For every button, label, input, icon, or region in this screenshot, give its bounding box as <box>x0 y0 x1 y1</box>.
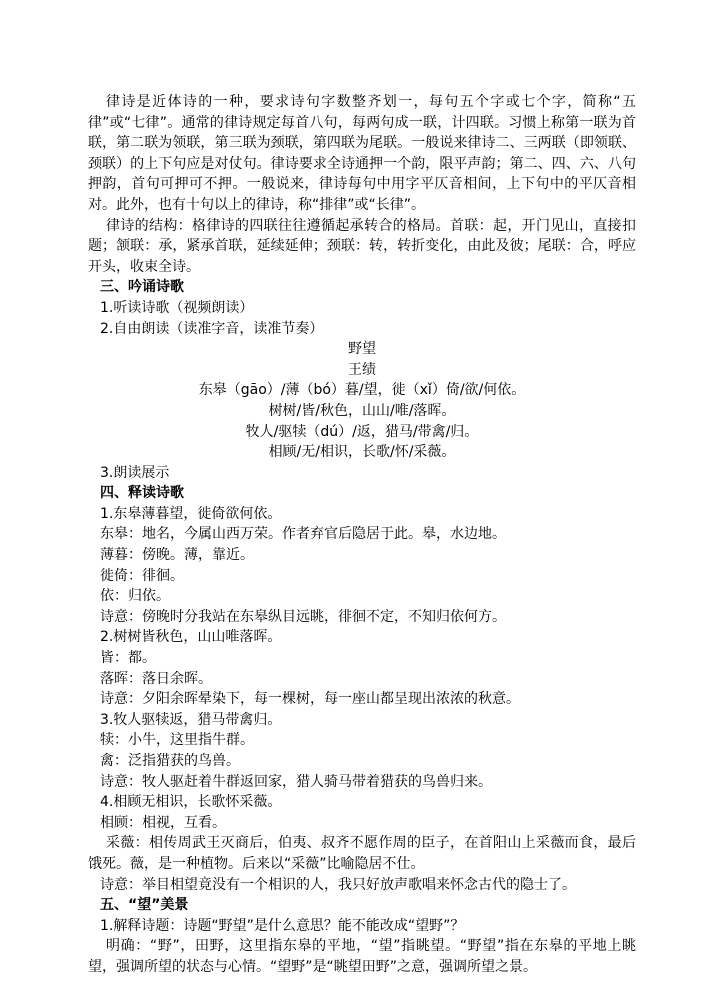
section-heading-interpret: 四、释读诗歌 <box>100 485 184 502</box>
poem-block <box>88 339 636 463</box>
interpret-line: 诗意：牧人驱赶着牛群返回家，猎人骑马带着猎获的鸟兽归来。 <box>100 773 492 790</box>
interpret-line: 落晖：落日余晖。 <box>100 670 212 687</box>
interpret-line: 诗意：傍晚时分我站在东皋纵目远眺，徘徊不定，不知归依何方。 <box>100 608 506 625</box>
recite-item-free-read: 2.自由朗读（读准字音，读准节奏） <box>100 320 324 337</box>
intro-paragraph-regulated-verse: 律诗是近体诗的一种，要求诗句字数整齐划一，每句五个字或七个字，简称“五律”或“七律”。通常的律诗规定每首八句，每两句成一联，计四联。习惯上称第一联为首联，第二联为领联，第三联为颈联，第四联为尾联。一般说来律诗二、三两联（即领联、颈联）的上下句应是对仗句。律诗要求全诗通押一个韵，限平声韵；第二、四、六、八句押韵，首句可押可不押。一般说来，律诗每句中用字平仄音相间，上下句中的平仄音相对。此外，也有十句以上的律诗，称“排律”或“长律”。 <box>88 94 636 213</box>
view-item-title-question: 1.解释诗题：诗题“野望”是什么意思？能不能改成“望野”？ <box>100 917 465 934</box>
interpret-line: 4.相顾无相识，长歌怀采薇。 <box>100 794 282 811</box>
section-heading-recite: 三、吟诵诗歌 <box>100 279 184 296</box>
recite-item-show: 3.朗读展示 <box>100 464 170 481</box>
poem-line: 相顾/无/相识，长歌/怀/采薇。 <box>268 444 456 461</box>
interpret-line: 3.牧人驱犊返，猎马带禽归。 <box>100 711 282 728</box>
poem-line: 树树/皆/秋色，山山/唯/落晖。 <box>268 402 456 419</box>
interpret-line: 2.树树皆秋色，山山唯落晖。 <box>100 629 282 646</box>
intro-paragraph-structure: 律诗的结构：格律诗的四联往往遵循起承转合的格局。首联：起，开门见山，直接扣题；颔联：承，紧承首联，延续延伸；颈联：转，转折变化，由此及彼；尾联：合，呼应开头，收束全诗。 <box>88 217 636 275</box>
poem-line: 牧人/驱犊（dú）/返，猎马/带禽/归。 <box>245 423 479 440</box>
poem-line: 东皋（gāo）/薄（bó）暮/望，徙（xǐ）倚/欲/何依。 <box>198 382 526 399</box>
interpret-line: 薄暮：傍晚。薄，靠近。 <box>100 547 254 564</box>
poem-author: 王绩 <box>348 361 376 378</box>
interpret-line: 徙倚：徘徊。 <box>100 567 184 584</box>
interpret-line: 诗意：夕阳余晖晕染下，每一棵树，每一座山都呈现出浓浓的秋意。 <box>100 691 520 708</box>
interpret-line: 东皋：地名，今属山西万荣。作者弃官后隐居于此。皋，水边地。 <box>100 526 506 543</box>
interpret-line: 1.东皋薄暮望，徙倚欲何依。 <box>100 505 282 522</box>
interpret-line: 犊：小牛，这里指牛群。 <box>100 732 254 749</box>
view-answer-paragraph: 明确：“野”，田野，这里指东皋的平地，“望”指眺望。“野望”指在东皋的平地上眺望，强调所望的状态与心情。“望野”是“眺望田野”之意，强调所望之景。 <box>88 938 636 975</box>
interpret-line: 相顾：相视，互看。 <box>100 814 226 831</box>
interpret-line: 禽：泛指猎获的鸟兽。 <box>100 753 240 769</box>
poem-title: 野望 <box>348 341 376 358</box>
interpret-caiwei-paragraph: 采薇：相传周武王灭商后，伯夷、叔齐不愿作周的臣子，在首阳山上采薇而食，最后饿死。薇，是一种植物。后来以“采薇”比喻隐居不仕。 <box>88 835 636 872</box>
interpret-line: 皆：都。 <box>100 650 156 667</box>
interpret-line: 依：归依。 <box>100 588 170 605</box>
interpret-line-meaning: 诗意：举目相望竟没有一个相识的人，我只好放声歌唱来怀念古代的隐士了。 <box>100 876 576 893</box>
recite-item-listen: 1.听读诗歌（视频朗读） <box>100 299 254 316</box>
document-body <box>88 92 636 978</box>
section-heading-view: 五、“望”美景 <box>100 897 189 914</box>
